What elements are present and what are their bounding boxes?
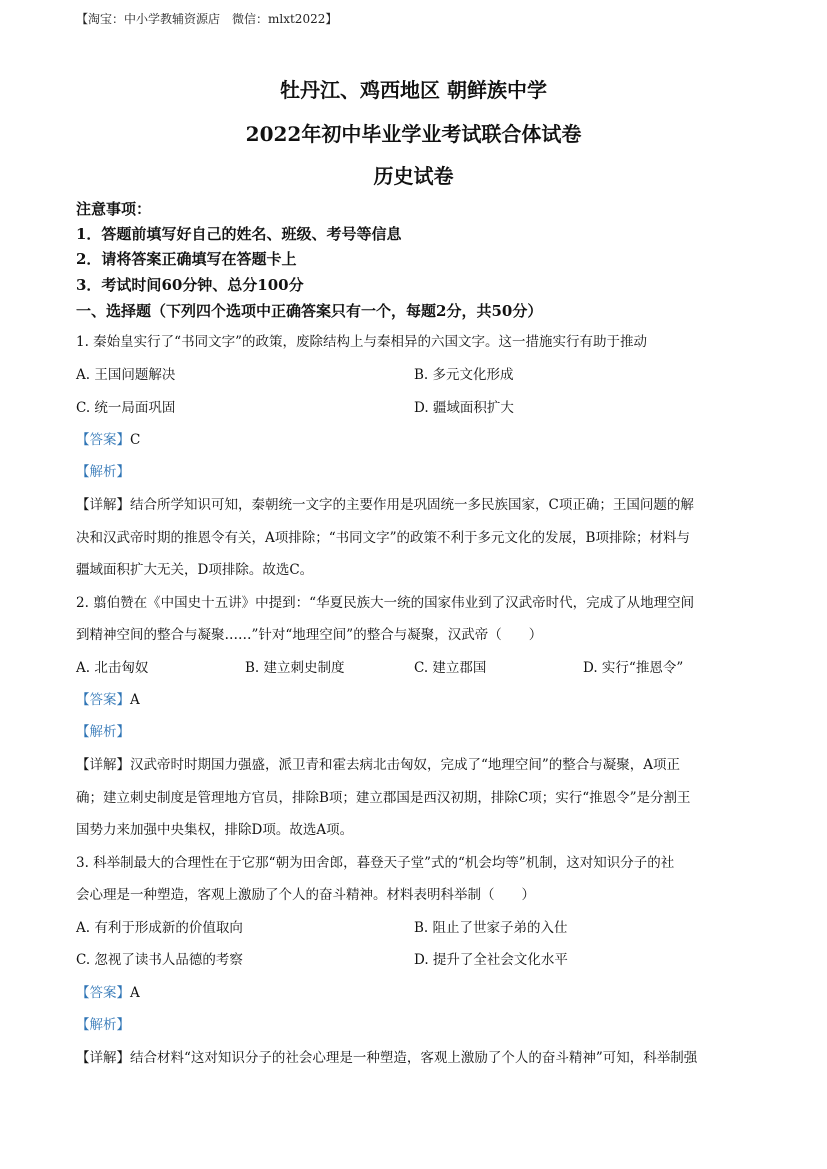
notice-heading: 注意事项：: [76, 200, 152, 218]
detail-text: 国势力来加强中央集权，排除D项。故选A项。: [76, 822, 354, 838]
answer-label: 【答案】: [76, 432, 130, 448]
question-stem: 2. 翦伯赞在《中国史十五讲》中提到：“华夏民族大一统的国家伟业到了汉武帝时代，完成了从地理空间: [76, 595, 695, 611]
detail-text: 决和汉武帝时期的推恩令有关，A项排除；“书同文字”的政策不利于多元文化的发展，B项排除；材料与: [76, 530, 690, 546]
detail-text: 汉武帝时时期国力强盛，派卫青和霍去病北击匈奴，完成了“地理空间”的整合与凝聚，A项正: [130, 757, 681, 773]
answer-value: A: [130, 692, 140, 708]
notice-item: 1．答题前填写好自己的姓名、班级、考号等信息: [76, 225, 402, 243]
detail-text: 疆域面积扩大无关，D项排除。故选C。: [76, 562, 314, 578]
answer-value: C: [130, 432, 141, 448]
exam-title-main: 2022年初中毕业学业考试联合体试卷: [245, 122, 582, 146]
answer-line: [76, 428, 140, 448]
detail-line: [76, 753, 680, 773]
option-c: C. 统一局面巩固: [76, 400, 176, 416]
detail-label: 【详解】: [76, 757, 130, 773]
answer-value: A: [130, 985, 140, 1001]
option-d: D. 疆域面积扩大: [414, 400, 514, 416]
answer-label: 【答案】: [76, 985, 130, 1001]
exam-title-region: 牡丹江、鸡西地区 朝鲜族中学: [280, 78, 547, 102]
detail-label: 【详解】: [76, 1050, 130, 1066]
analysis-label: 【解析】: [76, 1017, 130, 1033]
detail-text: 确；建立刺史制度是管理地方官员，排除B项；建立郡国是西汉初期，排除C项；实行“推恩令”是分割王: [76, 790, 691, 806]
analysis-label: 【解析】: [76, 724, 130, 740]
answer-label: 【答案】: [76, 692, 130, 708]
option-c: C. 建立郡国: [414, 660, 487, 676]
option-b: B. 阻止了世家子弟的入仕: [414, 920, 568, 936]
detail-line: [76, 1046, 697, 1066]
option-a: A. 王国问题解决: [76, 367, 176, 383]
option-a: A. 有利于形成新的价值取向: [76, 920, 243, 936]
option-b: B. 多元文化形成: [414, 367, 514, 383]
option-a: A. 北击匈奴: [76, 660, 149, 676]
watermark-text: 【淘宝：中小学教辅资源店 微信：mlxt2022】: [76, 12, 338, 26]
notice-item: 2．请将答案正确填写在答题卡上: [76, 250, 297, 268]
question-stem: 会心理是一种塑造，客观上激励了个人的奋斗精神。材料表明科举制（ ）: [76, 887, 535, 903]
answer-line: [76, 688, 140, 708]
question-stem: 3. 科举制最大的合理性在于它那“朝为田舍郎，暮登天子堂”式的“机会均等”机制，这对知识分子的社: [76, 855, 675, 871]
question-stem: 1. 秦始皇实行了“书同文字”的政策，废除结构上与秦相异的六国文字。这一措施实行有助于推动: [76, 334, 647, 350]
detail-text: 结合材料“这对知识分子的社会心理是一种塑造，客观上激励了个人的奋斗精神”可知，科举制强: [130, 1050, 698, 1066]
option-d: D. 实行“推恩令”: [583, 660, 684, 676]
question-stem: 到精神空间的整合与凝聚……”针对“地理空间”的整合与凝聚，汉武帝（ ）: [76, 627, 543, 643]
detail-line: [76, 493, 694, 513]
detail-text: 结合所学知识可知，秦朝统一文字的主要作用是巩固统一多民族国家，C项正确；王国问题的解: [130, 497, 694, 513]
notice-item: 3．考试时间60分钟、总分100分: [76, 276, 304, 294]
analysis-label: 【解析】: [76, 464, 130, 480]
section-heading: 一、选择题（下列四个选项中正确答案只有一个，每题2分，共50分）: [76, 302, 543, 320]
option-c: C. 忽视了读书人品德的考察: [76, 952, 243, 968]
answer-line: [76, 981, 140, 1001]
exam-title-subject: 历史试卷: [373, 164, 454, 188]
option-b: B. 建立刺史制度: [245, 660, 345, 676]
option-d: D. 提升了全社会文化水平: [414, 952, 568, 968]
detail-label: 【详解】: [76, 497, 130, 513]
